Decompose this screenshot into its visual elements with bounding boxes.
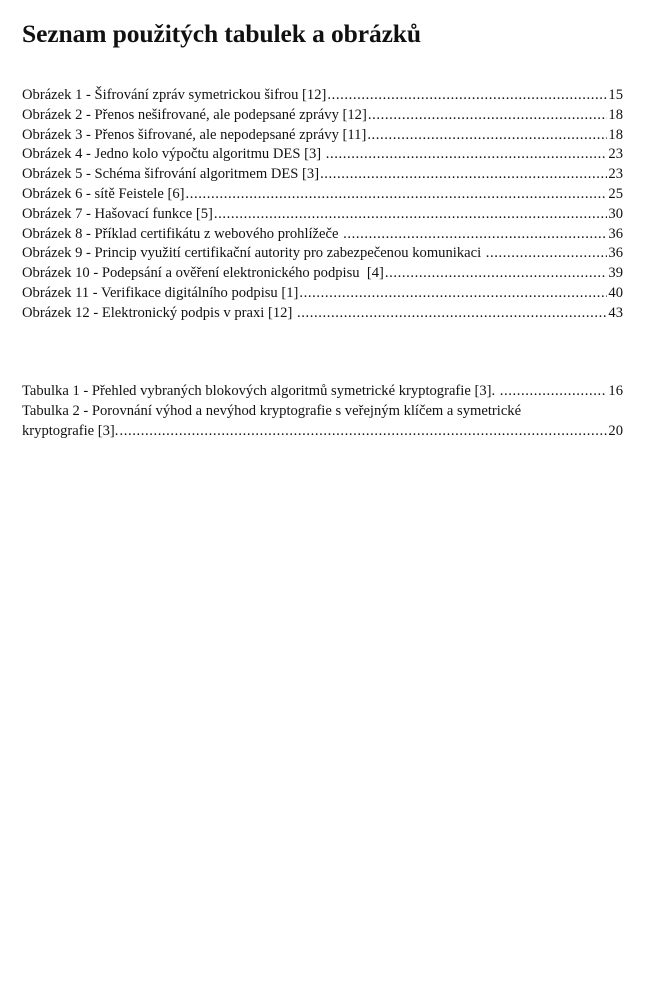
entry-page: 25 [608,185,623,202]
entry-page: 40 [608,284,623,301]
entry-page: 23 [608,146,623,163]
table-entry-1[interactable] [22,382,623,402]
dot-leader [299,284,607,304]
table-entry-2[interactable] [22,402,623,442]
entry-page: 36 [608,245,623,262]
entry-label: Tabulka 1 - Přehled vybraných blokových algoritmů symetrické kryptografie [3]. [22,383,499,399]
entry-label: Obrázek 9 - Princip využití certifikační autority pro zabezpečenou komunikaci [22,245,485,262]
entry-label: Obrázek 5 - Schéma šifrování algoritmem DES [3] [22,166,320,183]
entry-page: 15 [608,87,623,103]
figure-entry-9[interactable] [22,244,623,264]
entry-page: 16 [608,383,623,399]
dot-leader [367,126,607,146]
dot-leader [119,422,607,442]
entry-page: 23 [608,166,623,183]
dot-leader [368,106,608,126]
entry-page: 43 [608,304,623,321]
entry-page: 30 [608,205,623,222]
dot-leader [297,304,607,324]
figure-entry-8[interactable] [22,225,623,245]
entry-page: 36 [608,225,623,242]
entry-page: 18 [608,126,623,143]
dot-leader [500,382,608,402]
dot-leader [186,185,608,205]
entry-page: 20 [608,422,623,439]
dot-leader [327,86,607,106]
figure-entry-11[interactable] [22,284,623,304]
entry-page: 39 [608,265,623,282]
entry-label: Obrázek 11 - Verifikace digitálního podpisu [1] [22,284,299,301]
figure-entry-1[interactable] [22,86,623,106]
figure-entry-5[interactable] [22,165,623,185]
dot-leader [326,145,608,165]
figure-entry-6[interactable] [22,185,623,205]
entry-label: Obrázek 4 - Jedno kolo výpočtu algoritmu DES [3] [22,146,325,163]
list-of-figures [22,86,623,324]
figure-entry-7[interactable] [22,205,623,225]
entry-label: Obrázek 6 - sítě Feistele [6] [22,185,185,202]
dot-leader [320,165,607,185]
entry-label: Obrázek 12 - Elektronický podpis v praxi [12] [22,304,296,321]
dot-leader [214,205,608,225]
page-title: Seznam použitých tabulek a obrázků [22,19,421,48]
entry-label: Obrázek 8 - Příklad certifikátu z webového prohlížeče [22,225,343,242]
figure-entry-3[interactable] [22,126,623,146]
figure-entry-2[interactable] [22,106,623,126]
entry-page: 18 [608,106,623,123]
figure-entry-12[interactable] [22,304,623,324]
entry-label: Obrázek 2 - Přenos nešifrované, ale podepsané zprávy [12] [22,106,367,123]
dot-leader [486,244,608,264]
figure-entry-4[interactable] [22,145,623,165]
entry-label: kryptografie [3]. [22,422,119,439]
entry-label: Obrázek 10 - Podepsání a ověření elektronického podpisu [4] [22,265,384,282]
list-of-tables [22,382,623,441]
entry-label-line1: Tabulka 2 - Porovnání výhod a nevýhod kryptografie s veřejným klíčem a symetrické [22,402,522,419]
entry-label: Obrázek 7 - Hašovací funkce [5] [22,205,213,222]
dot-leader [385,264,608,284]
figure-entry-10[interactable] [22,264,623,284]
entry-label: Obrázek 1 - Šifrování zpráv symetrickou šifrou [12] [22,87,327,103]
dot-leader [343,225,607,245]
entry-label: Obrázek 3 - Přenos šifrované, ale nepodepsané zprávy [11] [22,126,367,143]
